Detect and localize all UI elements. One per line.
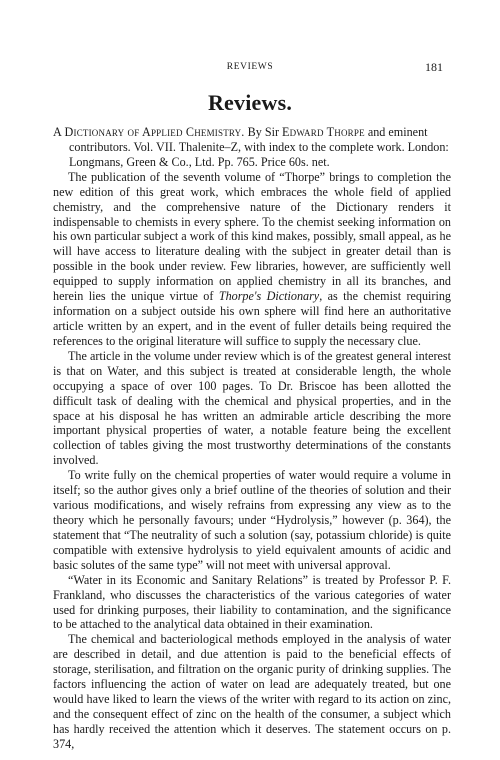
paragraph: “Water in its Economic and Sanitary Relations” is treated by Professor P. F. Frankland, who discusses the characteristics of the various categories of water used for drinking purposes, their liability to contamination, and the significance to be attached to the analytical data obtained in their examination. — [53, 572, 451, 632]
paragraph: To write fully on the chemical properties of water would require a volume in itself; so the author gives only a brief outline of the theories of solution and their various modifications, and wisely refrains from expressing any view as to the theory which he personally favours; under “Hydrolysis,” however (p. 364), the statement that “The neutrality of such a solution (say, potassium chloride) is quite compatible with extensive hydrolysis to yield equivalent amounts of acidic and basic solutes of the same type” will not meet with universal approval. — [53, 468, 451, 572]
book-author: Edward Thorpe — [282, 125, 365, 139]
paragraph-text: The publication of the seventh volume of “Thorpe” brings to completion the new edition of this great work, which embraces the whole field of applied chemistry, and the comprehensive nature of the Dictionary renders it indispensable to chemists in every sphere. To the chemist seeking information on his own particular subject a work of this kind makes, possibly, small appeal, as he will have access to literature dealing with the subject in greater detail than is possible in the book under review. Few libraries, however, are sufficiently well equipped to supply information on applied chemistry in all its branches, and herein lies the unique virtue of — [53, 169, 451, 304]
paragraph-text: , as the chemist requiring information on a subject outside his own sphere will find here an authoritative article written by an expert, and in the event of fuller details being required the references to the original literature will suffice to supply the necessary clue. — [53, 289, 451, 348]
page-number: 181 — [425, 60, 443, 74]
paragraph — [53, 170, 451, 349]
paragraph: The chemical and bacteriological methods employed in the analysis of water are described in detail, and due attention is paid to the beneficial effects of storage, sterilisation, and filtration on the organic purity of drinking supplies. The factors influencing the action of water on lead are adequately treated, but one would have liked to learn the views of the writer with regard to its action on zinc, and the consequent effect of zinc on the health of the consumer, a subject which has hardly received the attention which it deserves. The statement occurs on p. 374, — [53, 632, 451, 751]
italic-title: Thorpe's Dictionary — [218, 289, 320, 304]
citation-by: By Sir — [247, 125, 279, 139]
book-title: A Dictionary of Applied Chemistry. — [53, 125, 245, 139]
article-body — [53, 125, 451, 752]
book-citation — [53, 125, 451, 170]
page-title: Reviews. — [207, 90, 293, 115]
citation-details: and eminent contributors. Vol. VII. Thalenite–Z, with index to the complete work. London: Longmans, Green & Co., Ltd. Pp. 765. Price 60s. net. — [69, 125, 449, 169]
running-head: REVIEWS — [226, 62, 274, 72]
paragraph: The article in the volume under review which is of the greatest general interest is that on Water, and this subject is treated at considerable length, the whole occupying a space of over 100 pages. To Dr. Briscoe has been allotted the difficult task of dealing with the chemical and physical properties, and in the space at his disposal he has written an admirable article describing the more important physical properties of water, a notable feature being the excellent collection of tables giving the most trustworthy determinations of the constants involved. — [53, 348, 451, 468]
